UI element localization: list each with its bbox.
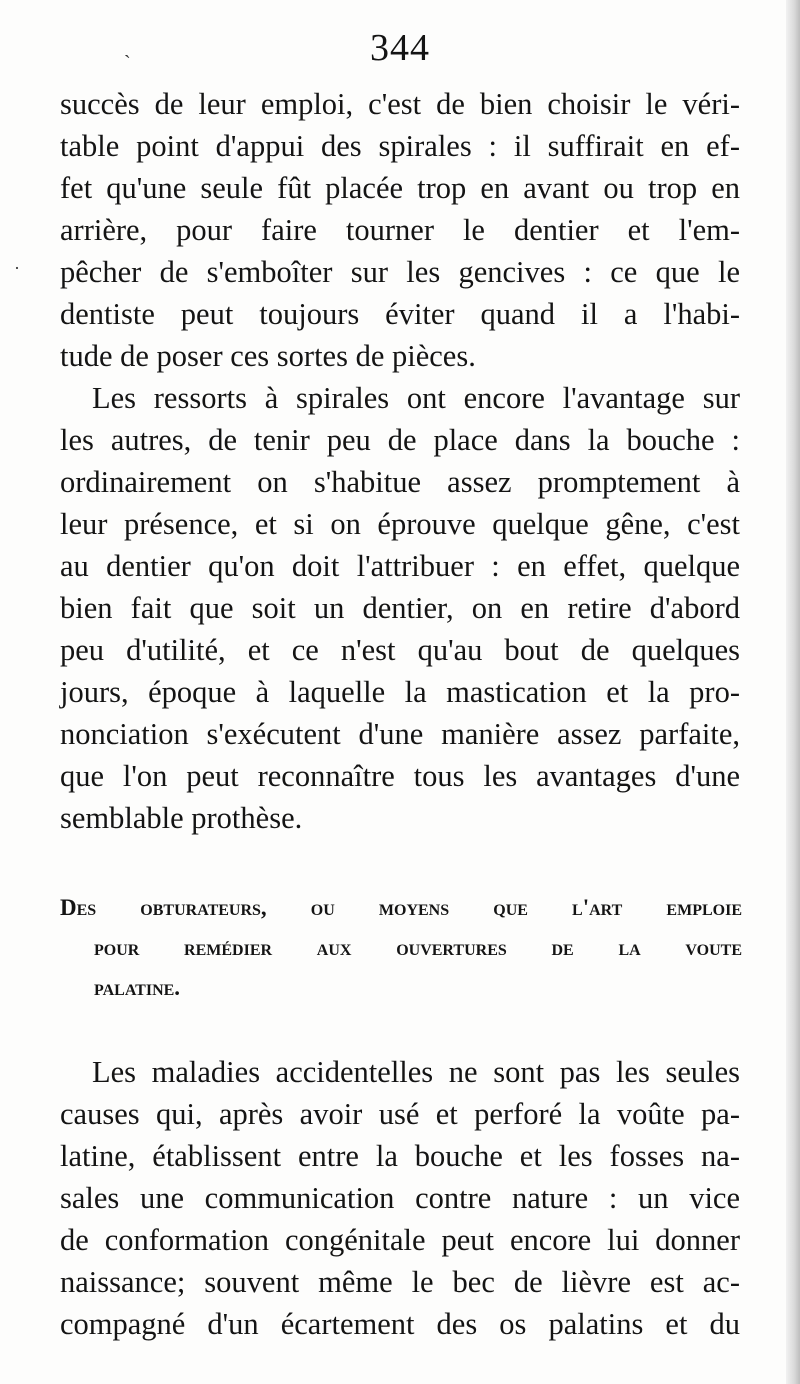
text-line: table point d'appui des spirales : il suffirait en ef-	[60, 129, 740, 163]
section-heading-line: Des obturateurs, ou moyens que l'art emploie	[60, 895, 742, 920]
text-line: sales une communication contre nature : un vice	[60, 1181, 740, 1215]
text-line: ordinairement on s'habitue assez promptement à	[60, 465, 740, 499]
text-line: arrière, pour faire tourner le dentier et l'em-	[60, 213, 740, 247]
text-line: semblable prothèse.	[60, 801, 303, 835]
text-line: de conformation congénitale peut encore lui donner	[60, 1223, 740, 1257]
text-line: naissance; souvent même le bec de lièvre est ac-	[60, 1265, 740, 1299]
text-line: leur présence, et si on éprouve quelque gêne, c'est	[60, 507, 740, 541]
text-line: au dentier qu'on doit l'attribuer : en effet, quelque	[60, 549, 740, 583]
section-heading-line: palatine.	[94, 975, 181, 1000]
text-line: compagné d'un écartement des os palatins et du	[60, 1307, 740, 1341]
text-line: latine, établissent entre la bouche et les fosses na-	[60, 1139, 740, 1173]
ink-speck: ·	[14, 258, 20, 278]
page-number: 344	[370, 27, 430, 69]
section-heading-line: pour remédier aux ouvertures de la voute	[94, 935, 742, 960]
text-line: tude de poser ces sortes de pièces.	[60, 339, 476, 373]
text-line: jours, époque à laquelle la mastication et la pro-	[60, 675, 740, 709]
text-line: succès de leur emploi, c'est de bien choisir le véri-	[60, 87, 740, 121]
text-line: Les maladies accidentelles ne sont pas les seules	[92, 1055, 740, 1089]
text-line: nonciation s'exécutent d'une manière assez parfaite,	[60, 717, 740, 751]
text-line: dentiste peut toujours éviter quand il a l'habi-	[60, 297, 740, 331]
text-line: peu d'utilité, et ce n'est qu'au bout de quelques	[60, 633, 740, 667]
text-line: que l'on peut reconnaître tous les avantages d'une	[60, 759, 740, 793]
ink-speck: `	[124, 52, 131, 74]
text-line: causes qui, après avoir usé et perforé la voûte pa-	[60, 1097, 740, 1131]
text-line: les autres, de tenir peu de place dans la bouche :	[60, 423, 740, 457]
text-line: pêcher de s'emboîter sur les gencives : ce que le	[60, 255, 740, 289]
text-line: bien fait que soit un dentier, on en retire d'abord	[60, 591, 740, 625]
text-line: Les ressorts à spirales ont encore l'avantage sur	[92, 381, 740, 415]
page-edge-shadow	[786, 0, 800, 1384]
text-line: fet qu'une seule fût placée trop en avant ou trop en	[60, 171, 740, 205]
